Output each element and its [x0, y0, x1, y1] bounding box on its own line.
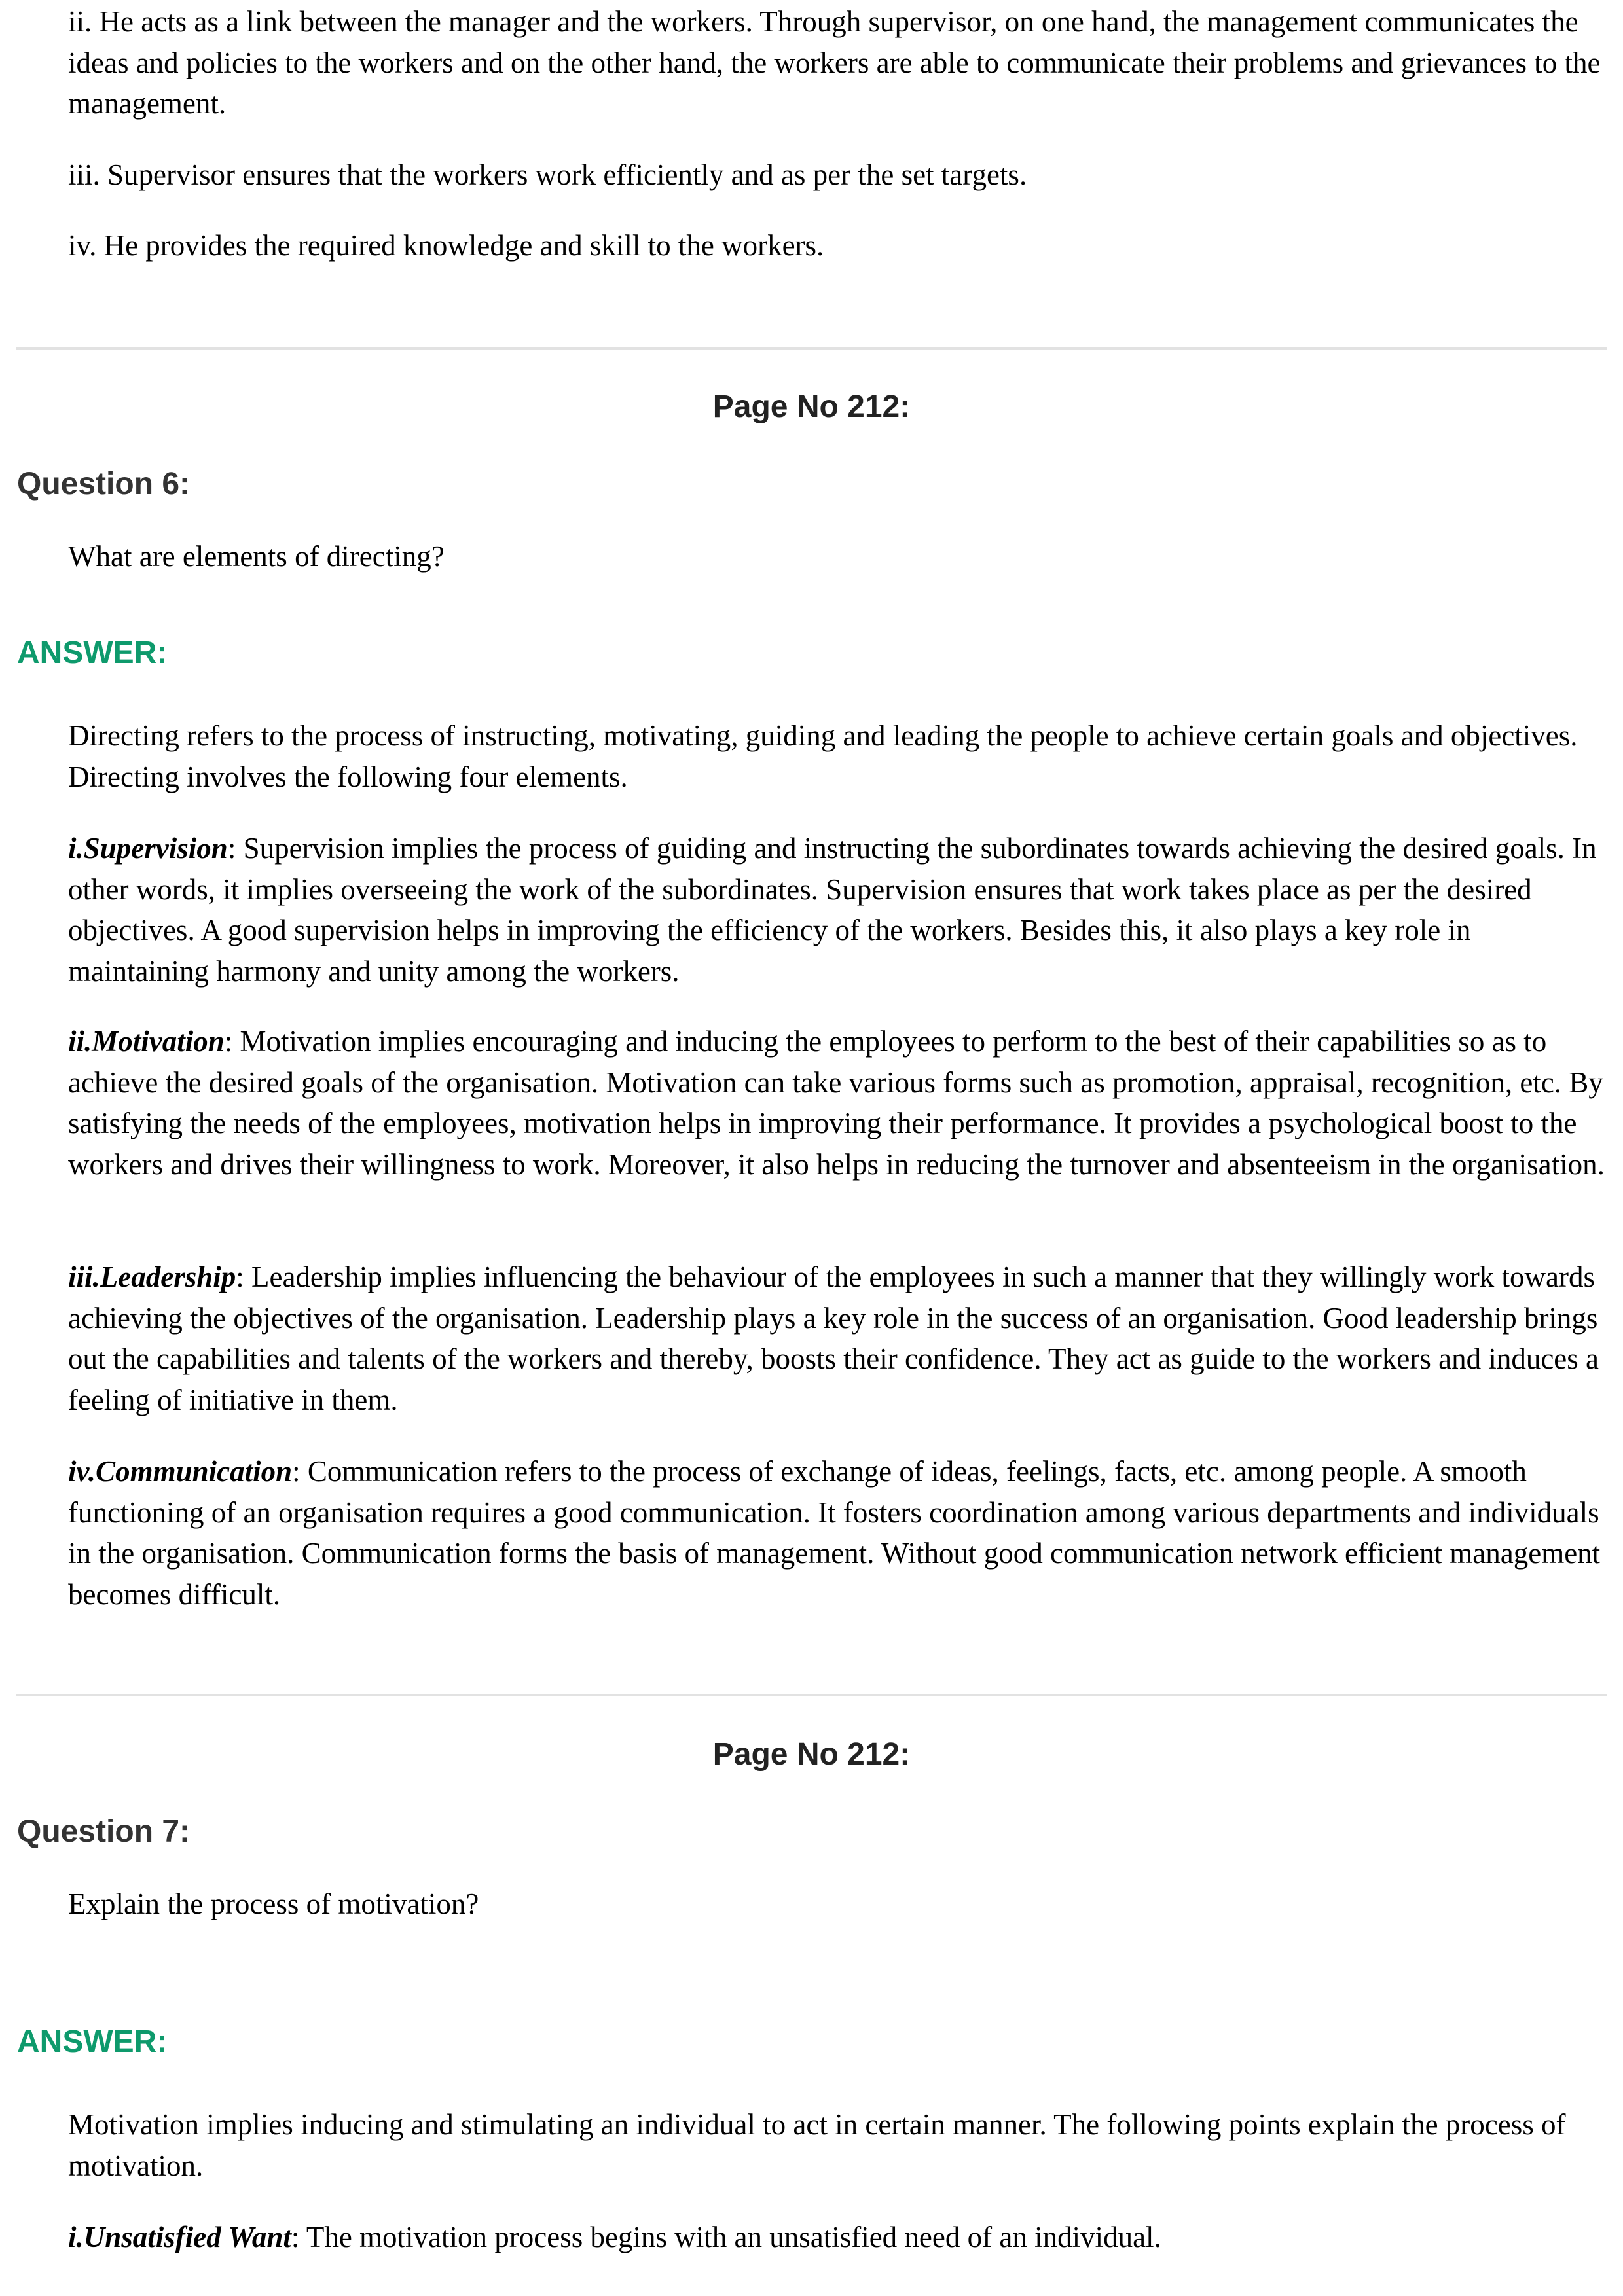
answer-point-leadership	[68, 1257, 1613, 1420]
page-number-heading: Page No 212:	[712, 389, 911, 424]
point-text: : Leadership implies influencing the behaviour of the employees in such a manner that they willingly work towards achieving the objectives of the organisation. Leadership plays a key role in the success of an organisation. Good leadership brings out the capabilities and talents of the workers and thereby, boosts their confidence. They act as guide to the workers and induces a feeling of initiative in them.	[68, 1261, 1599, 1416]
answer-point-unsatisfied-want	[68, 2217, 1613, 2258]
point-term: i.Unsatisfied Want	[68, 2221, 291, 2253]
question-text: Explain the process of motivation?	[68, 1888, 479, 1920]
answer-intro: Motivation implies inducing and stimulating an individual to act in certain manner. The following points explain the process of motivation.	[68, 2108, 1566, 2182]
section-divider	[16, 1694, 1607, 1696]
point-term: i.Supervision	[68, 832, 228, 865]
point-term: ii.Motivation	[68, 1025, 225, 1058]
answer-intro: Directing refers to the process of instructing, motivating, guiding and leading the people to achieve certain goals and objectives. Directing involves the following four elements.	[68, 719, 1578, 793]
previous-answer-point-iii: iii. Supervisor ensures that the workers work efficiently and as per the set targets.	[68, 158, 1027, 191]
previous-answer-point-iv: iv. He provides the required knowledge and skill to the workers.	[68, 229, 824, 262]
page-number-heading: Page No 212:	[712, 1737, 911, 1772]
point-term: iii.Leadership	[68, 1261, 236, 1293]
point-term: iv.Communication	[68, 1455, 293, 1488]
point-text: : Communication refers to the process of exchange of ideas, feelings, facts, etc. among people. A smooth functioning of an organisation requires a good communication. It fosters coordination among various departments and individuals in the organisation. Communication forms the basis of management. Without good communication network efficient management becomes difficult.	[68, 1455, 1601, 1611]
question-text: What are elements of directing?	[68, 540, 445, 573]
point-text: : Supervision implies the process of guiding and instructing the subordinates towards achieving the desired goals. In other words, it implies overseeing the work of the subordinates. Supervision ensures that work takes place as per the desired objectives. A good supervision helps in improving the efficiency of the workers. Besides this, it also plays a key role in maintaining harmony and unity among the workers.	[68, 832, 1597, 988]
answer-point-supervision	[68, 828, 1613, 992]
answer-point-motivation	[68, 1021, 1613, 1185]
question-heading: Question 6:	[17, 467, 191, 501]
point-text: : The motivation process begins with an unsatisfied need of an individual.	[291, 2221, 1161, 2253]
question-heading: Question 7:	[17, 1814, 191, 1849]
answer-heading: ANSWER:	[17, 636, 168, 670]
previous-answer-point-ii: ii. He acts as a link between the manager and the workers. Through supervisor, on one hand, the management communicates the ideas and policies to the workers and on the other hand, the workers are able to communicate their problems and grievances to the management.	[68, 5, 1601, 120]
answer-heading: ANSWER:	[17, 2024, 168, 2059]
section-divider	[16, 347, 1607, 350]
point-text: : Motivation implies encouraging and inducing the employees to perform to the best of their capabilities so as to achieve the desired goals of the organisation. Motivation can take various forms such as promotion, appraisal, recognition, etc. By satisfying the needs of the employees, motivation helps in improving their performance. It provides a psychological boost to the workers and drives their willingness to work. Moreover, it also helps in reducing the turnover and absenteeism in the organisation.	[68, 1025, 1605, 1181]
answer-point-communication	[68, 1451, 1613, 1615]
